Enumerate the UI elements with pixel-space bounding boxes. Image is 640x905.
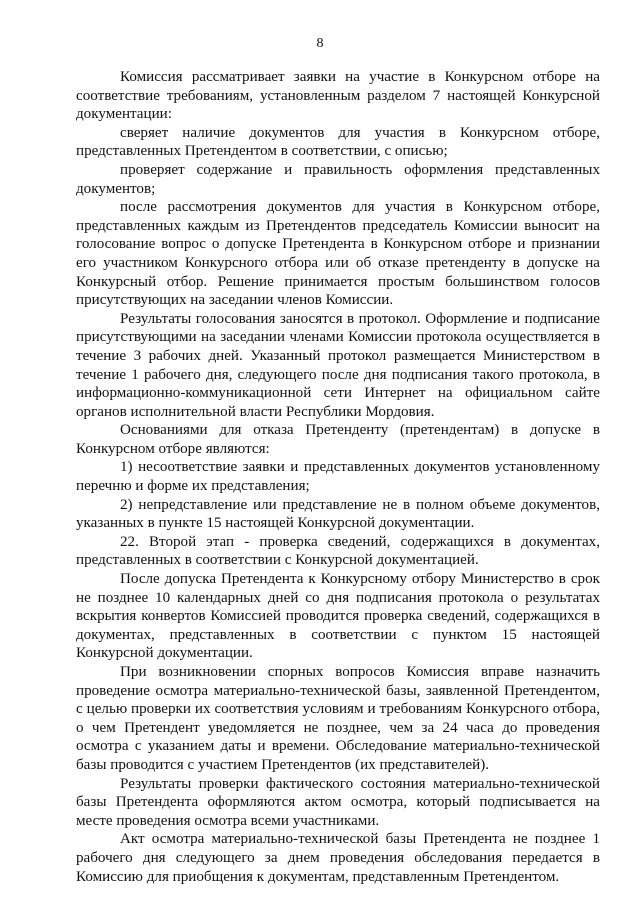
document-body <box>76 68 600 886</box>
list-item: 2) непредставление или представление не в полном объеме документов, указанных в пункте 15 настоящей Конкурсной документации. <box>76 496 600 532</box>
paragraph: При возникновении спорных вопросов Комиссия вправе назначить проведение осмотра материально-технической базы, заявленной Претендентом, с целью проверки их соответствия условиям и требованиям Конкурсного отбора, о чем Претендент уведомляется не позднее, чем за 24 часа до проведения осмотра с указанием даты и времени. Обследование материально-технической базы проводится с участием Претендентов (их представителей). <box>76 664 600 773</box>
section-paragraph: 22. Второй этап - проверка сведений, содержащихся в документах, представленных в соответствии с Конкурсной документацией. <box>76 533 600 569</box>
paragraph: Результаты голосования заносятся в протокол. Оформление и подписание присутствующими на заседании членами Комиссии протокола осуществляется в течение 3 рабочих дней. Указанный протокол размещается Министерством в течение 1 рабочего дня, следующего после дня подписания такого протокола, в информационно-коммуникационной сети Интернет на официальном сайте органов исполнительной власти Республики Мордовия. <box>76 310 600 420</box>
paragraph: Акт осмотра материально-технической базы Претендента не позднее 1 рабочего дня следующего за днем проведения обследования передается в Комиссию для приобщения к документам, представленным Претендентом. <box>76 831 600 885</box>
paragraph: проверяет содержание и правильность оформления представленных документов; <box>76 161 600 197</box>
paragraph: Основаниями для отказа Претенденту (претендентам) в допуске в Конкурсном отборе являются: <box>76 422 600 457</box>
paragraph: сверяет наличие документов для участия в Конкурсном отборе, представленных Претендентом в соответствии, с описью; <box>76 124 600 160</box>
list-item: 1) несоответствие заявки и представленных документов установленному перечню и форме их представления; <box>76 459 600 495</box>
paragraph: После допуска Претендента к Конкурсному отбору Министерство в срок не позднее 10 календарных дней со дня подписания протокола о результатах вскрытия конвертов Комиссией проводится проверка сведений, содержащихся в документах, представленных в соответствии с пунктом 15 настоящей Конкурсной документации. <box>76 571 600 662</box>
paragraph: после рассмотрения документов для участия в Конкурсном отборе, представленных каждым из Претендентов председатель Комиссии выносит на голосование вопрос о допуске Претендента в Конкурсном отборе и признании его участником Конкурсного отбора или об отказе претенденту в допуске на Конкурсный отбор. Решение принимается простым большинством голосов присутствующих на заседании членов Комиссии. <box>76 199 600 309</box>
paragraph: Результаты проверки фактического состояния материально-технической базы Претендента оформляются актом осмотра, который подписывается на месте проведения осмотра всеми участниками. <box>76 775 600 829</box>
paragraph: Комиссия рассматривает заявки на участие в Конкурсном отборе на соответствие требованиям, установленным разделом 7 настоящей Конкурсной документации: <box>76 69 600 123</box>
page-number: 8 <box>316 36 324 51</box>
